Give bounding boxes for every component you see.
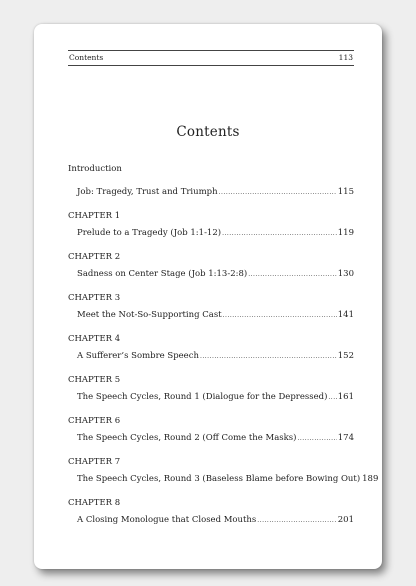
toc-entry[interactable] (68, 310, 354, 321)
toc-section-introduction (68, 164, 354, 198)
section-label: CHAPTER 8 (68, 498, 121, 508)
section-label: CHAPTER 1 (68, 211, 121, 221)
section-label: CHAPTER 6 (68, 416, 121, 426)
toc-section-chapter-8 (68, 498, 354, 526)
dot-leader (223, 310, 337, 321)
toc-section-chapter-3 (68, 293, 354, 321)
entry-page-number: 141 (337, 310, 354, 320)
book-page (34, 24, 382, 569)
toc-section-chapter-7 (68, 457, 379, 485)
toc-entry[interactable] (68, 433, 354, 444)
dot-leader (248, 269, 337, 280)
entry-title: The Speech Cycles, Round 3 (Baseless Blame before Bowing Out) (77, 474, 361, 484)
running-header (68, 50, 354, 66)
entry-page-number: 130 (337, 269, 354, 279)
entry-title: Sadness on Center Stage (Job 1:13-2:8) (77, 269, 248, 279)
page-title: Contents (176, 124, 240, 140)
entry-page-number: 189 (362, 474, 379, 484)
entry-page-number: 115 (337, 187, 354, 197)
entry-page-number: 119 (337, 228, 354, 238)
header-page-number: 113 (338, 53, 353, 62)
section-label: CHAPTER 7 (68, 457, 121, 467)
dot-leader (222, 228, 337, 239)
section-label: CHAPTER 5 (68, 375, 121, 385)
section-label: Introduction (68, 164, 122, 174)
toc-section-chapter-1 (68, 211, 354, 239)
table-of-contents (68, 164, 379, 526)
entry-title: Meet the Not-So-Supporting Cast (77, 310, 222, 320)
dot-leader (328, 392, 336, 403)
entry-page-number: 152 (337, 351, 354, 361)
entry-title: A Closing Monologue that Closed Mouths (77, 515, 257, 525)
entry-page-number: 174 (337, 433, 354, 443)
entry-title: Job: Tragedy, Trust and Triumph (77, 187, 218, 197)
entry-page-number: 201 (337, 515, 354, 525)
header-section-title: Contents (69, 53, 104, 62)
toc-section-chapter-6 (68, 416, 354, 444)
dot-leader (257, 515, 336, 526)
dot-leader (200, 351, 337, 362)
entry-page-number: 161 (337, 392, 354, 402)
toc-entry[interactable] (68, 228, 354, 239)
entry-title: The Speech Cycles, Round 2 (Off Come the Masks) (77, 433, 297, 443)
toc-entry[interactable] (68, 351, 354, 362)
entry-title: The Speech Cycles, Round 1 (Dialogue for the Depressed) (77, 392, 328, 402)
toc-entry[interactable] (68, 187, 354, 198)
section-label: CHAPTER 3 (68, 293, 121, 303)
section-label: CHAPTER 2 (68, 252, 121, 262)
toc-section-chapter-2 (68, 252, 354, 280)
toc-entry[interactable] (68, 474, 379, 485)
toc-entry[interactable] (68, 392, 354, 403)
toc-entry[interactable] (68, 515, 354, 526)
entry-title: A Sufferer’s Sombre Speech (77, 351, 199, 361)
dot-leader (219, 187, 337, 198)
toc-entry[interactable] (68, 269, 354, 280)
toc-section-chapter-5 (68, 375, 354, 403)
dot-leader (297, 433, 336, 444)
section-label: CHAPTER 4 (68, 334, 121, 344)
toc-section-chapter-4 (68, 334, 354, 362)
entry-title: Prelude to a Tragedy (Job 1:1-12) (77, 228, 222, 238)
